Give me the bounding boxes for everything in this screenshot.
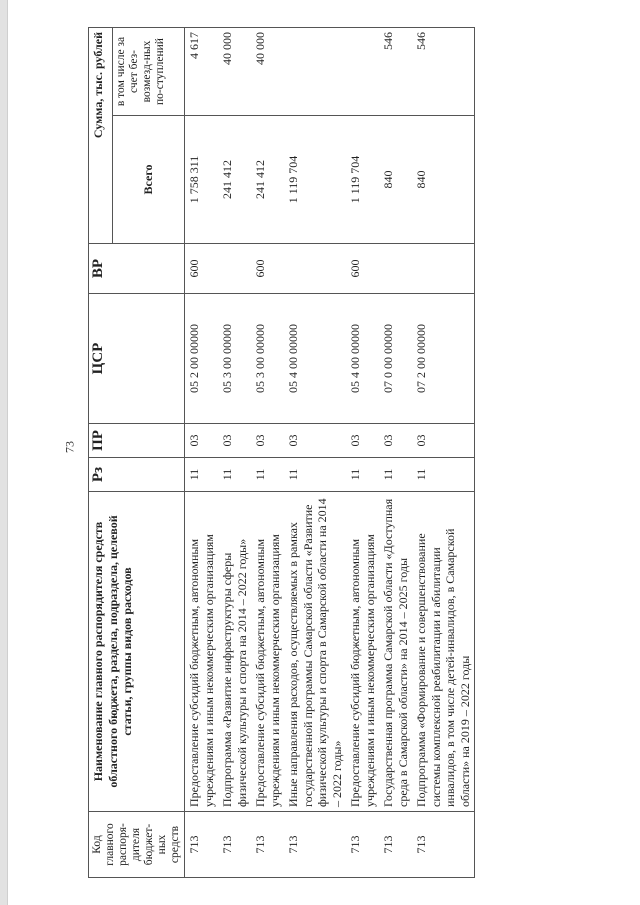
cell-code: 713 — [185, 812, 219, 878]
cell-name: Иные направления расходов, осуществляемых в рамках государственной программы Самарской области «Развитие физической культуры и спорта в Самарской области на 2014 – 2022 годы» — [284, 492, 346, 812]
cell-name: Подпрограмма «Развитие инфраструктуры сферы физической культуры и спорта на 2014 – 2022 годы» — [218, 492, 251, 812]
page-number: 73 — [62, 441, 77, 453]
cell-vr — [379, 244, 412, 294]
header-sum-group: Сумма, тыс. рублей — [89, 27, 113, 243]
header-vr: ВР — [89, 244, 185, 294]
cell-pr: 03 — [346, 424, 379, 458]
cell-vr: 600 — [185, 244, 219, 294]
table-row — [346, 27, 379, 877]
cell-csr: 05 3 00 00000 — [218, 294, 251, 424]
cell-vr: 600 — [251, 244, 284, 294]
cell-csr: 05 4 00 00000 — [284, 294, 346, 424]
cell-pr: 03 — [412, 424, 475, 458]
cell-total: 840 — [379, 116, 412, 244]
cell-csr: 05 3 00 00000 — [251, 294, 284, 424]
cell-code: 713 — [251, 812, 284, 878]
cell-vr: 600 — [346, 244, 379, 294]
cell-rz: 11 — [346, 458, 379, 492]
table-row — [379, 27, 412, 877]
cell-csr: 07 2 00 00000 — [412, 294, 475, 424]
table-row — [251, 27, 284, 877]
cell-rz: 11 — [379, 458, 412, 492]
cell-incl: 546 — [412, 27, 475, 115]
cell-total: 840 — [412, 116, 475, 244]
cell-name: Предоставление субсидий бюджетным, автономным учреждениям и иным некоммерческим организациям — [346, 492, 379, 812]
cell-incl — [284, 27, 346, 115]
cell-incl: 546 — [379, 27, 412, 115]
cell-pr: 03 — [284, 424, 346, 458]
cell-code: 713 — [218, 812, 251, 878]
cell-vr — [284, 244, 346, 294]
table-row — [412, 27, 475, 877]
header-name: Наименование главного распорядителя средств областного бюджета, раздела, подраздела, целевой статьи, группы видов расходов — [89, 492, 185, 812]
budget-table — [88, 27, 475, 878]
cell-code: 713 — [379, 812, 412, 878]
cell-csr: 05 4 00 00000 — [346, 294, 379, 424]
cell-name: Государственная программа Самарской области «Доступная среда в Самарской области» на 2014 – 2025 годы — [379, 492, 412, 812]
cell-total: 241 412 — [218, 116, 251, 244]
table-row — [218, 27, 251, 877]
header-csr: ЦСР — [89, 294, 185, 424]
cell-code: 713 — [412, 812, 475, 878]
header-code: Код главного распоря-дителя бюджет-ных средств — [89, 812, 185, 878]
cell-pr: 03 — [218, 424, 251, 458]
cell-pr: 03 — [185, 424, 219, 458]
cell-total: 241 412 — [251, 116, 284, 244]
cell-vr — [412, 244, 475, 294]
cell-name: Предоставление субсидий бюджетным, автономным учреждениям и иным некоммерческим организациям — [251, 492, 284, 812]
cell-rz: 11 — [185, 458, 219, 492]
cell-pr: 03 — [379, 424, 412, 458]
table-row — [284, 27, 346, 877]
header-pr: ПР — [89, 424, 185, 458]
cell-rz: 11 — [412, 458, 475, 492]
cell-vr — [218, 244, 251, 294]
cell-code: 713 — [346, 812, 379, 878]
header-total: Всего — [113, 116, 185, 244]
cell-code: 713 — [284, 812, 346, 878]
cell-csr: 05 2 00 00000 — [185, 294, 219, 424]
cell-incl: 40 000 — [218, 27, 251, 115]
cell-pr: 03 — [251, 424, 284, 458]
header-rz: Рз — [89, 458, 185, 492]
cell-name: Подпрограмма «Формирование и совершенствование системы комплексной реабилитации и абилитации инвалидов, в том числе детей-инвалидов, в Самарской области» на 2019 – 2022 годы — [412, 492, 475, 812]
cell-rz: 11 — [251, 458, 284, 492]
header-incl: в том числе за счет без-возмезд-ных по-ступлений — [113, 27, 185, 115]
cell-rz: 11 — [218, 458, 251, 492]
cell-total: 1 119 704 — [346, 116, 379, 244]
cell-csr: 07 0 00 00000 — [379, 294, 412, 424]
table-row — [185, 27, 219, 877]
cell-name: Предоставление субсидий бюджетным, автономным учреждениям и иным некоммерческим организациям — [185, 492, 219, 812]
rotated-page — [88, 28, 608, 878]
cell-total: 1 119 704 — [284, 116, 346, 244]
cell-incl: 4 617 — [185, 27, 219, 115]
cell-incl: 40 000 — [251, 27, 284, 115]
scan-edge — [0, 0, 8, 905]
cell-total: 1 758 311 — [185, 116, 219, 244]
cell-incl — [346, 27, 379, 115]
cell-rz: 11 — [284, 458, 346, 492]
